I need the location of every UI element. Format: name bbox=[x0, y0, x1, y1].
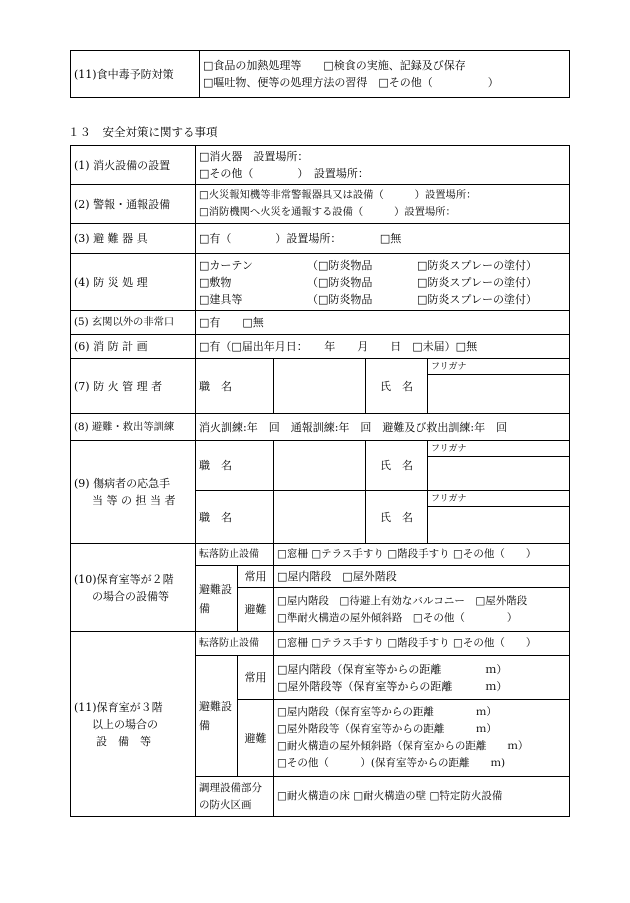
row-9-label bbox=[71, 441, 196, 544]
row-10-fall-content: □窓柵 □テラス手すり □階段手すり □その他（ ） bbox=[274, 544, 570, 566]
row-9-shimei-1: 氏 名 bbox=[366, 441, 428, 491]
row-9-name-value-1 bbox=[428, 457, 570, 491]
fireproof-item-fittings: □建具等 bbox=[199, 292, 243, 306]
row-11-evac-line-2: □屋外階段等（保育室等からの距離 ｍ） bbox=[277, 723, 497, 735]
row-11-label-line-2: 以上の場合の bbox=[92, 717, 158, 731]
row-10-evac-sub-label: 避難 bbox=[238, 588, 274, 632]
row-7-furigana: フリガナ bbox=[428, 359, 570, 375]
row-fire-extinguishing bbox=[71, 146, 570, 185]
row-8-label: (8) 避難・救出等訓練 bbox=[71, 414, 196, 441]
row-11-fall-label: 転落防止設備 bbox=[196, 632, 274, 656]
fireproof-material-3: （□防炎物品 bbox=[307, 292, 373, 306]
row-1-label: (1) 消火設備の設置 bbox=[71, 146, 196, 185]
row-9-shokumei-2: 職 名 bbox=[196, 491, 274, 544]
row-fireproofing bbox=[71, 254, 570, 311]
row-9-label-line-2: 当 等 の 担 当 者 bbox=[92, 494, 176, 507]
row-1-content bbox=[196, 146, 570, 185]
row-drills bbox=[71, 414, 570, 441]
row-9-name-value-2 bbox=[428, 507, 570, 544]
row-evac-equipment bbox=[71, 224, 570, 254]
row-9-furigana-1: フリガナ bbox=[428, 441, 570, 457]
row-9-shokumei-1: 職 名 bbox=[196, 441, 274, 491]
food-options-line-1: □食品の加熱処理等 □検食の実施、記録及び保存 bbox=[203, 59, 466, 72]
fireproof-spray-1: □防炎スプレーの塗付） bbox=[417, 258, 537, 272]
row-11-fall-content: □窓柵 □テラス手すり □階段手すり □その他（ ） bbox=[274, 632, 570, 656]
row-5-content: □有 □無 bbox=[196, 311, 570, 335]
row-4-label: (4) 防 災 処 理 bbox=[71, 254, 196, 311]
row-1-line-2: □その他（ ） 設置場所： bbox=[199, 167, 369, 180]
row-9-shimei-2: 氏 名 bbox=[366, 491, 428, 544]
row-10-label-line-1: (10)保育室等が２階 bbox=[74, 572, 174, 586]
row-10-label bbox=[71, 544, 196, 632]
row-2-content bbox=[196, 185, 570, 224]
row-7-shokumei: 職 名 bbox=[196, 359, 274, 414]
fireproof-spray-3: □防炎スプレーの塗付） bbox=[417, 292, 537, 306]
row-3-label: (3) 避 難 器 具 bbox=[71, 224, 196, 254]
food-poisoning-label: (11)食中毒予防対策 bbox=[71, 51, 200, 98]
row-10-normal-label: 常用 bbox=[238, 566, 274, 588]
fireproof-spray-2: □防炎スプレーの塗付） bbox=[417, 275, 537, 289]
row-11-evac-line-3: □耐火構造の屋外傾斜路（保育室からの距離 ｍ） bbox=[277, 740, 529, 752]
row-11-label bbox=[71, 632, 196, 817]
row-10-label-line-2: の場合の設備等 bbox=[92, 589, 169, 603]
row-11-evac-line-4: □その他（ ）(保育室等からの距離 ｍ) bbox=[277, 757, 506, 769]
row-9-label-line-1: (9) 傷病者の応急手 bbox=[74, 477, 171, 490]
row-5-label: (5) 玄関以外の非常口 bbox=[71, 311, 196, 335]
row-emergency-exit bbox=[71, 311, 570, 335]
row-11-evac-content bbox=[274, 700, 570, 777]
row-11-normal-line-2: □屋外階段等（保育室等からの距離 ｍ） bbox=[277, 679, 508, 693]
row-fire-plan bbox=[71, 335, 570, 359]
food-poisoning-table bbox=[70, 50, 570, 98]
row-6-content: □有（□届出年月日： 年 月 日 □未届）□無 bbox=[196, 335, 570, 359]
row-11-evac-line-1: □屋内階段（保育室等からの距離 ｍ） bbox=[277, 706, 497, 718]
row-11-kitchen-content: □耐火構造の床 □耐火構造の壁 □特定防火設備 bbox=[274, 777, 570, 817]
row-alarm bbox=[71, 185, 570, 224]
row-2-label: (2) 警報・通報設備 bbox=[71, 185, 196, 224]
row-10-fall-label: 転落防止設備 bbox=[196, 544, 274, 566]
row-11-label-line-3: 設 備 等 bbox=[96, 734, 151, 748]
row-11-evac-sub-label: 避難 bbox=[238, 700, 274, 777]
row-10-evac-line-2: □準耐火構造の屋外傾斜路 □その他（ ） bbox=[277, 611, 518, 624]
row-3f-fall bbox=[71, 632, 570, 656]
fireproof-item-curtain: □カーテン bbox=[199, 258, 253, 272]
row-6-label: (6) 消 防 計 画 bbox=[71, 335, 196, 359]
row-11-kitchen-label bbox=[196, 777, 274, 817]
row-9-furigana-2: フリガナ bbox=[428, 491, 570, 507]
safety-measures-table bbox=[70, 145, 570, 817]
section-13-title: １３ 安全対策に関する事項 bbox=[68, 125, 218, 139]
row-11-kitchen-line-1: 調理設備部分 bbox=[199, 781, 262, 794]
row-10-normal-content: □屋内階段 □屋外階段 bbox=[274, 566, 570, 588]
row-11-evac-label: 避難設備 bbox=[196, 656, 238, 777]
food-poisoning-options bbox=[200, 51, 570, 98]
row-11-normal-line-1: □屋内階段（保育室等からの距離 ｍ） bbox=[277, 662, 508, 676]
row-1-line-1: □消火器 設置場所： bbox=[199, 150, 309, 163]
row-7-shimei: 氏 名 bbox=[366, 359, 428, 414]
row-8-content: 消火訓練:年 回 通報訓練:年 回 避難及び救出訓練:年 回 bbox=[196, 414, 570, 441]
row-2f-fall bbox=[71, 544, 570, 566]
row-7-label: (7) 防 火 管 理 者 bbox=[71, 359, 196, 414]
row-11-normal-content bbox=[274, 656, 570, 700]
row-9-shokumei-value-1 bbox=[274, 441, 366, 491]
row-10-evac-line-1: □屋内階段 □待避上有効なバルコニー □屋外階段 bbox=[277, 594, 528, 607]
fireproof-material-1: （□防炎物品 bbox=[307, 258, 373, 272]
row-2-line-2: □消防機関へ火災を通報する設備（ ）設置場所： bbox=[199, 206, 456, 218]
fireproof-material-2: （□防炎物品 bbox=[307, 275, 373, 289]
row-first-aid-1a bbox=[71, 441, 570, 457]
row-9-shokumei-value-2 bbox=[274, 491, 366, 544]
row-2-line-1: □火災報知機等非常警報器具又は設備（ ）設置場所： bbox=[199, 189, 477, 201]
row-7-shokumei-value bbox=[274, 359, 366, 414]
row-3-content: □有（ ）設置場所： □無 bbox=[196, 224, 570, 254]
row-11-normal-label: 常用 bbox=[238, 656, 274, 700]
row-fire-manager-top bbox=[71, 359, 570, 375]
row-11-kitchen-line-2: の防火区画 bbox=[199, 798, 252, 811]
row-10-evac-content bbox=[274, 588, 570, 632]
row-7-name-value bbox=[428, 375, 570, 414]
fireproof-item-rug: □敷物 bbox=[199, 275, 232, 289]
food-options-line-2: □嘔吐物、便等の処理方法の習得 □その他（ ） bbox=[203, 76, 499, 89]
row-4-content bbox=[196, 254, 570, 311]
row-11-label-line-1: (11)保育室が３階 bbox=[74, 700, 163, 714]
row-10-evac-label: 避難設備 bbox=[196, 566, 238, 632]
